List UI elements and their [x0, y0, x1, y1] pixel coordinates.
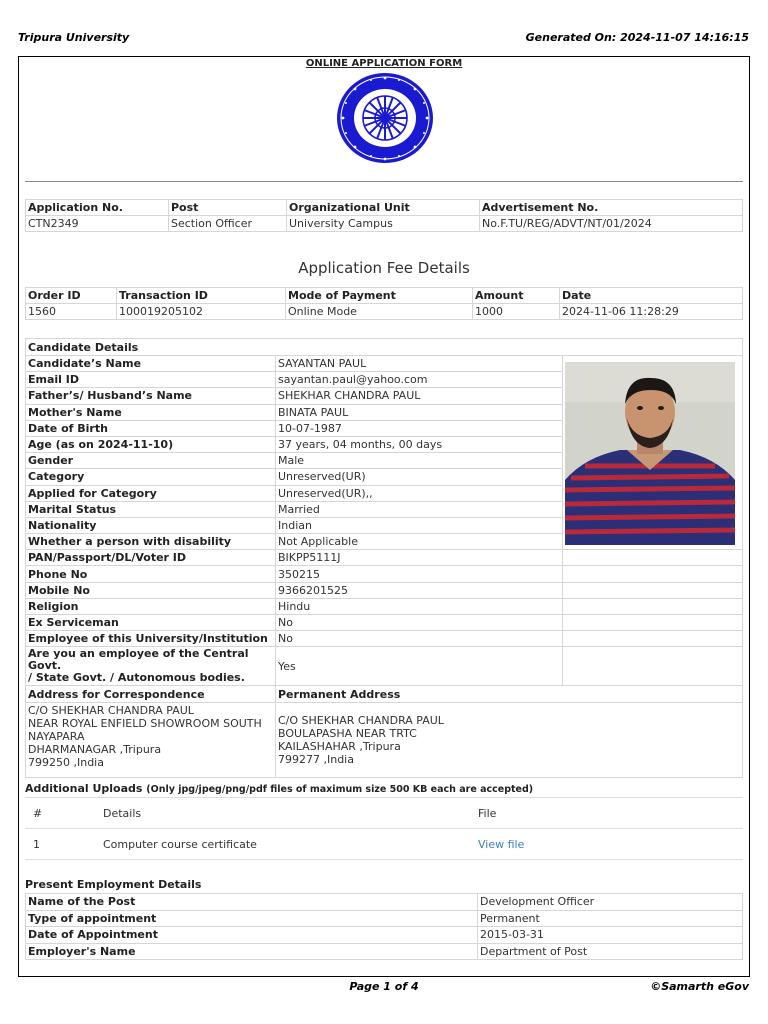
candidate-field-value: Male	[276, 453, 563, 469]
empty-cell	[563, 631, 743, 647]
permanent-address	[276, 703, 743, 778]
candidate-field-label: Ex Serviceman	[26, 615, 276, 631]
correspondence-address-label: Address for Correspondence	[26, 686, 276, 703]
employment-field-value: Department of Post	[478, 943, 743, 960]
employment-row	[26, 894, 743, 911]
candidate-field-value: SHEKHAR CHANDRA PAUL	[276, 388, 563, 404]
candidate-field-label: Mobile No	[26, 582, 276, 598]
employment-field-value: 2015-03-31	[478, 927, 743, 944]
fee-section-title: Application Fee Details	[298, 259, 470, 277]
correspondence-address	[26, 703, 276, 778]
correspondence-line: 799250 ,India	[28, 756, 104, 770]
permanent-address-label: Permanent Address	[276, 686, 743, 703]
candidate-field-label: Father’s/ Husband’s Name	[26, 388, 276, 404]
employment-field-label: Type of appointment	[26, 910, 478, 927]
header-generated-on: Generated On: 2024-11-07 14:16:15	[525, 31, 749, 44]
upload-row	[25, 829, 743, 860]
candidate-field-value: Indian	[276, 517, 563, 533]
uploads-table	[25, 797, 743, 860]
photo-empty-cell	[563, 647, 743, 686]
candidate-field-label: Nationality	[26, 517, 276, 533]
mode-of-payment: Online Mode	[286, 304, 473, 320]
amount: 1000	[473, 304, 560, 320]
col-upload-details: Details	[95, 798, 470, 829]
employment-row	[26, 927, 743, 944]
permanent-line: KAILASHAHAR ,Tripura	[278, 740, 401, 754]
header-university: Tripura University	[18, 31, 130, 44]
candidate-field-value: 9366201525	[276, 582, 563, 598]
col-org-unit: Organizational Unit	[287, 200, 480, 216]
application-no: CTN2349	[26, 216, 169, 232]
central-govt-value: Yes	[276, 647, 563, 686]
col-transaction-id: Transaction ID	[117, 288, 286, 304]
candidate-row	[26, 566, 743, 582]
payment-date: 2024-11-06 11:28:29	[560, 304, 743, 320]
candidate-field-value: Not Applicable	[276, 534, 563, 550]
candidate-row	[26, 582, 743, 598]
candidate-field-label: Email ID	[26, 372, 276, 388]
employment-table	[25, 893, 743, 960]
uploads-note: (Only jpg/jpeg/png/pdf files of maximum size 500 KB each are accepted)	[146, 784, 534, 795]
candidate-field-value: SAYANTAN PAUL	[276, 356, 563, 372]
candidate-field-value: No	[276, 631, 563, 647]
candidate-field-label: Candidate’s Name	[26, 356, 276, 372]
employment-rows	[26, 894, 743, 960]
candidate-field-label: Date of Birth	[26, 420, 276, 436]
candidate-field-label: Employee of this University/Institution	[26, 631, 276, 647]
employment-field-label: Employer's Name	[26, 943, 478, 960]
form-frame	[18, 56, 750, 976]
col-upload-file: File	[470, 798, 743, 829]
employment-field-value: Permanent	[478, 910, 743, 927]
candidate-field-label: Mother's Name	[26, 404, 276, 420]
employment-title: Present Employment Details	[25, 878, 202, 891]
candidate-field-label: Whether a person with disability	[26, 534, 276, 550]
form-title: ONLINE APPLICATION FORM	[305, 58, 463, 69]
permanent-line: C/O SHEKHAR CHANDRA PAUL	[278, 714, 444, 728]
candidate-field-value: Unreserved(UR),,	[276, 485, 563, 501]
candidate-photo	[565, 362, 735, 545]
empty-cell	[563, 615, 743, 631]
candidate-field-value: BINATA PAUL	[276, 404, 563, 420]
correspondence-line: DHARMANAGAR ,Tripura	[28, 743, 162, 757]
candidate-field-label: Phone No	[26, 566, 276, 582]
col-upload-num: #	[25, 798, 95, 829]
candidate-field-value: BIKPP5111J	[276, 550, 563, 566]
org-unit: University Campus	[287, 216, 480, 232]
university-seal-logo	[335, 71, 435, 165]
order-id: 1560	[26, 304, 117, 320]
col-amount: Amount	[473, 288, 560, 304]
col-advertisement-no: Advertisement No.	[480, 200, 743, 216]
employment-row	[26, 943, 743, 960]
empty-cell	[563, 582, 743, 598]
header-separator	[25, 181, 743, 182]
transaction-id: 100019205102	[117, 304, 286, 320]
central-govt-label-line2: / State Govt. / Autonomous bodies.	[28, 671, 245, 685]
candidate-row-central-govt	[26, 647, 743, 686]
upload-num: 1	[25, 829, 95, 860]
empty-cell	[563, 550, 743, 566]
candidate-field-label: Age (as on 2024-11-10)	[26, 436, 276, 452]
col-order-id: Order ID	[26, 288, 117, 304]
uploads-heading	[25, 782, 533, 795]
candidate-section-title: Candidate Details	[26, 339, 743, 356]
candidate-row	[26, 598, 743, 614]
candidate-field-label: Marital Status	[26, 501, 276, 517]
candidate-field-label: Gender	[26, 453, 276, 469]
candidate-row	[26, 615, 743, 631]
col-post: Post	[169, 200, 287, 216]
empty-cell	[563, 598, 743, 614]
candidate-field-value: Hindu	[276, 598, 563, 614]
footer-separator	[18, 976, 750, 977]
application-table	[25, 199, 743, 232]
candidate-row	[26, 550, 743, 566]
candidate-field-label: PAN/Passport/DL/Voter ID	[26, 550, 276, 566]
fee-table	[25, 287, 743, 320]
candidate-field-label: Applied for Category	[26, 485, 276, 501]
central-govt-label-line1: Are you an employee of the Central Govt.	[28, 647, 249, 673]
correspondence-line: NEAR ROYAL ENFIELD SHOWROOM SOUTH	[28, 717, 262, 731]
permanent-line: 799277 ,India	[278, 753, 354, 767]
candidate-field-value: 350215	[276, 566, 563, 582]
footer-page-number: Page 1 of 4	[349, 980, 419, 993]
advertisement-no: No.F.TU/REG/ADVT/NT/01/2024	[480, 216, 743, 232]
candidate-field-value: No	[276, 615, 563, 631]
col-date: Date	[560, 288, 743, 304]
candidate-field-label: Religion	[26, 598, 276, 614]
uploads-title: Additional Uploads	[25, 782, 143, 795]
candidate-field-value: 10-07-1987	[276, 420, 563, 436]
view-file-link[interactable]: View file	[478, 837, 525, 851]
candidate-field-value: sayantan.paul@yahoo.com	[276, 372, 563, 388]
candidate-field-value: Unreserved(UR)	[276, 469, 563, 485]
central-govt-label	[26, 647, 276, 686]
candidate-field-value: 37 years, 04 months, 00 days	[276, 436, 563, 452]
post: Section Officer	[169, 216, 287, 232]
permanent-line: BOULAPASHA NEAR TRTC	[278, 727, 417, 741]
employment-field-value: Development Officer	[478, 894, 743, 911]
footer-brand: ©Samarth eGov	[650, 980, 749, 993]
col-mode-of-payment: Mode of Payment	[286, 288, 473, 304]
candidate-field-value: Married	[276, 501, 563, 517]
correspondence-line: NAYAPARA	[28, 730, 85, 744]
empty-cell	[563, 566, 743, 582]
correspondence-line: C/O SHEKHAR CHANDRA PAUL	[28, 704, 194, 718]
upload-details: Computer course certificate	[95, 829, 470, 860]
candidate-row	[26, 631, 743, 647]
employment-row	[26, 910, 743, 927]
candidate-field-label: Category	[26, 469, 276, 485]
col-application-no: Application No.	[26, 200, 169, 216]
employment-field-label: Name of the Post	[26, 894, 478, 911]
employment-field-label: Date of Appointment	[26, 927, 478, 944]
